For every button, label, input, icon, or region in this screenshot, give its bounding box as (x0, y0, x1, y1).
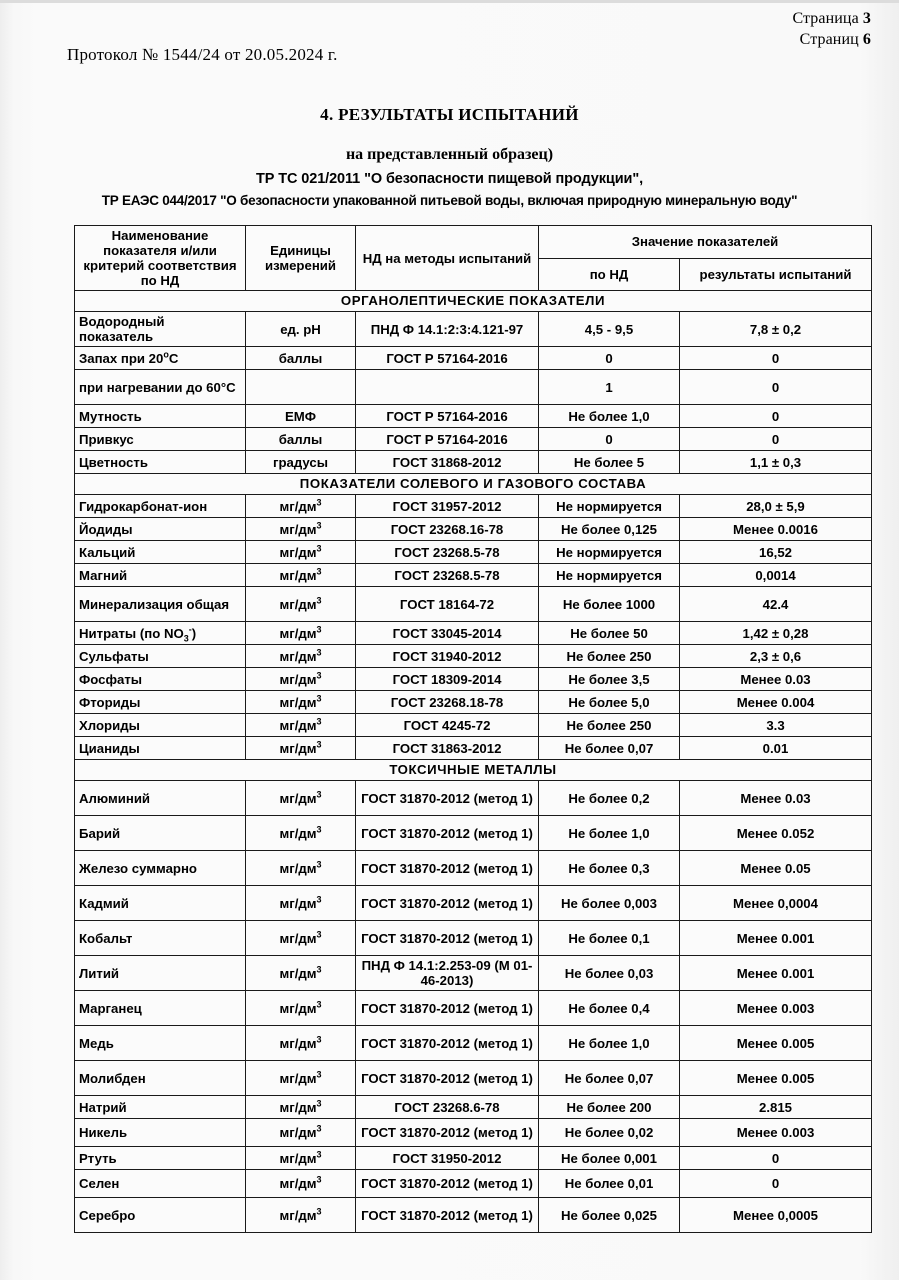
cell-indicator-name: Цианиды (75, 737, 246, 760)
col-header-norm: по НД (539, 258, 680, 291)
cell-result-value: 0 (680, 347, 872, 370)
cell-unit: $мг/дм^3$ (246, 564, 356, 587)
cell-method (356, 370, 539, 405)
results-table (74, 225, 872, 1233)
cell-norm-value: Не более 1,0 (539, 405, 680, 428)
cell-method: ГОСТ Р 57164-2016 (356, 347, 539, 370)
cell-indicator-name: Медь (75, 1026, 246, 1061)
cell-unit: $мг/дм^3$ (246, 587, 356, 622)
cell-norm-value: Не более 1,0 (539, 1026, 680, 1061)
table-row (75, 886, 872, 921)
cell-indicator-name: Алюминий (75, 781, 246, 816)
results-section-title: 4. РЕЗУЛЬТАТЫ ИСПЫТАНИЙ (320, 105, 579, 124)
cell-indicator-name: Привкус (75, 428, 246, 451)
cell-unit: $мг/дм^3$ (246, 622, 356, 645)
cell-method: ГОСТ 18309-2014 (356, 668, 539, 691)
pages-total: 6 (862, 31, 871, 48)
cell-norm-value: Не более 1,0 (539, 816, 680, 851)
pages-total-line (792, 29, 871, 50)
cell-result-value: 16,52 (680, 541, 872, 564)
cell-indicator-name: Марганец (75, 991, 246, 1026)
cell-indicator-name: Магний (75, 564, 246, 587)
cell-method: ГОСТ 31870-2012 (метод 1) (356, 1198, 539, 1233)
cell-unit: $мг/дм^3$ (246, 921, 356, 956)
cell-indicator-name: Нитраты (по $NO_3^-$) (75, 622, 246, 645)
cell-norm-value: Не более 0,025 (539, 1198, 680, 1233)
cell-indicator-name: Натрий (75, 1096, 246, 1119)
page-label: Страница (792, 10, 859, 27)
table-row (75, 1198, 872, 1233)
cell-indicator-name: Фториды (75, 691, 246, 714)
cell-norm-value: Не нормируется (539, 495, 680, 518)
table-row (75, 956, 872, 991)
cell-result-value: Менее 0.001 (680, 956, 872, 991)
cell-norm-value: Не более 5 (539, 451, 680, 474)
section-header-row (75, 760, 872, 781)
cell-norm-value: 1 (539, 370, 680, 405)
cell-result-value: 0 (680, 1170, 872, 1198)
cell-method: ГОСТ 31863-2012 (356, 737, 539, 760)
cell-method: ПНД Ф 14.1:2:3:4.121-97 (356, 312, 539, 347)
cell-unit: баллы (246, 347, 356, 370)
cell-indicator-name: Гидрокарбонат-ион (75, 495, 246, 518)
cell-method: ГОСТ Р 57164-2016 (356, 405, 539, 428)
cell-result-value: 2,3 ± 0,6 (680, 645, 872, 668)
cell-norm-value: Не более 50 (539, 622, 680, 645)
section-header-label: ОРГАНОЛЕПТИЧЕСКИЕ ПОКАЗАТЕЛИ (75, 291, 872, 312)
cell-unit: $мг/дм^3$ (246, 541, 356, 564)
page-counter (792, 8, 871, 50)
cell-norm-value: Не нормируется (539, 541, 680, 564)
section-header-row (75, 474, 872, 495)
cell-result-value: 0 (680, 370, 872, 405)
cell-method: ГОСТ 31870-2012 (метод 1) (356, 781, 539, 816)
cell-method: ГОСТ 31870-2012 (метод 1) (356, 1119, 539, 1147)
cell-method: ГОСТ 31950-2012 (356, 1147, 539, 1170)
cell-method: ГОСТ 4245-72 (356, 714, 539, 737)
section-header-label: ТОКСИЧНЫЕ МЕТАЛЛЫ (75, 760, 872, 781)
cell-result-value: Менее 0.05 (680, 851, 872, 886)
table-row (75, 1026, 872, 1061)
table-row (75, 518, 872, 541)
cell-norm-value: Не более 0,01 (539, 1170, 680, 1198)
cell-indicator-name: Кальций (75, 541, 246, 564)
table-row (75, 451, 872, 474)
cell-indicator-name: Селен (75, 1170, 246, 1198)
table-row (75, 495, 872, 518)
cell-unit: $мг/дм^3$ (246, 1119, 356, 1147)
table-row (75, 781, 872, 816)
cell-result-value: Менее 0.003 (680, 1119, 872, 1147)
table-row (75, 405, 872, 428)
table-row (75, 691, 872, 714)
cell-method: ГОСТ 31870-2012 (метод 1) (356, 1026, 539, 1061)
table-row (75, 645, 872, 668)
table-row (75, 991, 872, 1026)
cell-norm-value: 4,5 - 9,5 (539, 312, 680, 347)
cell-unit: $мг/дм^3$ (246, 816, 356, 851)
cell-norm-value: Не более 0,001 (539, 1147, 680, 1170)
cell-norm-value: Не более 1000 (539, 587, 680, 622)
cell-indicator-name: Ртуть (75, 1147, 246, 1170)
cell-method: ГОСТ 33045-2014 (356, 622, 539, 645)
cell-result-value: 0 (680, 428, 872, 451)
cell-norm-value: Не более 3,5 (539, 668, 680, 691)
cell-indicator-name: Молибден (75, 1061, 246, 1096)
cell-unit: $мг/дм^3$ (246, 737, 356, 760)
cell-result-value: 28,0 ± 5,9 (680, 495, 872, 518)
cell-indicator-name: Сульфаты (75, 645, 246, 668)
cell-unit: ЕМФ (246, 405, 356, 428)
cell-indicator-name: при нагревании до 60°C (75, 370, 246, 405)
cell-norm-value: Не нормируется (539, 564, 680, 587)
cell-indicator-name: Йодиды (75, 518, 246, 541)
cell-method: ГОСТ 31870-2012 (метод 1) (356, 816, 539, 851)
section-header-row (75, 291, 872, 312)
cell-norm-value: 0 (539, 347, 680, 370)
cell-indicator-name: Литий (75, 956, 246, 991)
cell-result-value: 1,42 ± 0,28 (680, 622, 872, 645)
cell-unit: $мг/дм^3$ (246, 645, 356, 668)
cell-method: ПНД Ф 14.1:2.253-09 (М 01-46-2013) (356, 956, 539, 991)
sample-subtitle: на представленный образец) (345, 146, 554, 163)
cell-method: ГОСТ 23268.16-78 (356, 518, 539, 541)
cell-method: ГОСТ 23268.5-78 (356, 564, 539, 587)
table-row (75, 714, 872, 737)
col-header-indicator-name: Наименование показателя и/или критерий соответствия по НД (75, 226, 246, 291)
table-row (75, 1061, 872, 1096)
cell-method: ГОСТ 23268.5-78 (356, 541, 539, 564)
cell-norm-value: Не более 0,4 (539, 991, 680, 1026)
cell-norm-value: Не более 250 (539, 645, 680, 668)
page-number: 3 (862, 10, 871, 27)
cell-method: ГОСТ 31870-2012 (метод 1) (356, 886, 539, 921)
cell-result-value: Менее 0.052 (680, 816, 872, 851)
table-row (75, 1170, 872, 1198)
cell-method: ГОСТ 23268.6-78 (356, 1096, 539, 1119)
col-header-method: НД на методы испытаний (356, 226, 539, 291)
header-row-top (75, 226, 872, 259)
table-row (75, 370, 872, 405)
cell-unit: $мг/дм^3$ (246, 1198, 356, 1233)
cell-indicator-name: Фосфаты (75, 668, 246, 691)
cell-norm-value: Не более 5,0 (539, 691, 680, 714)
cell-result-value: 42.4 (680, 587, 872, 622)
table-row (75, 1147, 872, 1170)
cell-method: ГОСТ 18164-72 (356, 587, 539, 622)
cell-result-value: Менее 0.005 (680, 1061, 872, 1096)
cell-method: ГОСТ 31868-2012 (356, 451, 539, 474)
cell-norm-value: Не более 0,07 (539, 1061, 680, 1096)
table-row (75, 737, 872, 760)
page-number-line (792, 8, 871, 29)
table-row (75, 541, 872, 564)
cell-unit: $мг/дм^3$ (246, 691, 356, 714)
cell-norm-value: 0 (539, 428, 680, 451)
cell-result-value: 1,1 ± 0,3 (680, 451, 872, 474)
cell-result-value: Менее 0.03 (680, 781, 872, 816)
pages-label: Страниц (799, 31, 859, 48)
cell-method: ГОСТ 31940-2012 (356, 645, 539, 668)
cell-unit: $мг/дм^3$ (246, 1170, 356, 1198)
cell-method: ГОСТ 31870-2012 (метод 1) (356, 851, 539, 886)
cell-norm-value: Не более 0,125 (539, 518, 680, 541)
cell-method: ГОСТ 23268.18-78 (356, 691, 539, 714)
cell-unit: $мг/дм^3$ (246, 668, 356, 691)
table-head (75, 226, 872, 291)
section-titles (0, 105, 899, 208)
cell-method: ГОСТ Р 57164-2016 (356, 428, 539, 451)
col-header-values-group: Значение показателей (539, 226, 872, 259)
table-row (75, 851, 872, 886)
cell-unit: $мг/дм^3$ (246, 851, 356, 886)
cell-result-value: Менее 0,0004 (680, 886, 872, 921)
page-top-edge (0, 0, 899, 3)
table-body (75, 291, 872, 1233)
cell-norm-value: Не более 0,07 (539, 737, 680, 760)
cell-result-value: 3.3 (680, 714, 872, 737)
cell-result-value: 0,0014 (680, 564, 872, 587)
cell-unit: $мг/дм^3$ (246, 886, 356, 921)
protocol-reference: Протокол № 1544/24 от 20.05.2024 г. (67, 45, 338, 64)
cell-norm-value: Не более 200 (539, 1096, 680, 1119)
cell-unit: $мг/дм^3$ (246, 714, 356, 737)
cell-indicator-name: Запах при $20^оC$ (75, 347, 246, 370)
cell-result-value: 0.01 (680, 737, 872, 760)
table-row (75, 564, 872, 587)
cell-indicator-name: Водородный показатель (75, 312, 246, 347)
cell-unit: $мг/дм^3$ (246, 1061, 356, 1096)
col-header-units: Единицы измерений (246, 226, 356, 291)
cell-norm-value: Не более 0,1 (539, 921, 680, 956)
cell-method: ГОСТ 31870-2012 (метод 1) (356, 1061, 539, 1096)
cell-result-value: 2.815 (680, 1096, 872, 1119)
cell-indicator-name: Серебро (75, 1198, 246, 1233)
table-row (75, 668, 872, 691)
cell-result-value: Менее 0.03 (680, 668, 872, 691)
table-row (75, 921, 872, 956)
results-table-wrapper (74, 225, 871, 1233)
cell-unit: $мг/дм^3$ (246, 495, 356, 518)
cell-unit: $мг/дм^3$ (246, 781, 356, 816)
cell-method: ГОСТ 31870-2012 (метод 1) (356, 921, 539, 956)
cell-norm-value: Не более 0,3 (539, 851, 680, 886)
table-row (75, 347, 872, 370)
cell-unit (246, 370, 356, 405)
col-header-result: результаты испытаний (680, 258, 872, 291)
cell-method: ГОСТ 31870-2012 (метод 1) (356, 991, 539, 1026)
cell-indicator-name: Минерализация общая (75, 587, 246, 622)
section-header-label: ПОКАЗАТЕЛИ СОЛЕВОГО И ГАЗОВОГО СОСТАВА (75, 474, 872, 495)
table-row (75, 1119, 872, 1147)
cell-unit: ед. pH (246, 312, 356, 347)
cell-unit: градусы (246, 451, 356, 474)
cell-method: ГОСТ 31957-2012 (356, 495, 539, 518)
cell-norm-value: Не более 0,2 (539, 781, 680, 816)
cell-indicator-name: Мутность (75, 405, 246, 428)
cell-indicator-name: Кобальт (75, 921, 246, 956)
cell-unit: баллы (246, 428, 356, 451)
table-row (75, 428, 872, 451)
cell-result-value: Менее 0.005 (680, 1026, 872, 1061)
cell-unit: $мг/дм^3$ (246, 1147, 356, 1170)
cell-norm-value: Не более 250 (539, 714, 680, 737)
cell-indicator-name: Цветность (75, 451, 246, 474)
cell-result-value: Менее 0.001 (680, 921, 872, 956)
cell-result-value: Менее 0.004 (680, 691, 872, 714)
cell-result-value: 0 (680, 405, 872, 428)
cell-unit: $мг/дм^3$ (246, 518, 356, 541)
cell-unit: $мг/дм^3$ (246, 991, 356, 1026)
cell-result-value: 7,8 ± 0,2 (680, 312, 872, 347)
cell-result-value: Менее 0.0016 (680, 518, 872, 541)
table-row (75, 1096, 872, 1119)
table-row (75, 587, 872, 622)
table-row (75, 816, 872, 851)
cell-norm-value: Не более 0,03 (539, 956, 680, 991)
cell-method: ГОСТ 31870-2012 (метод 1) (356, 1170, 539, 1198)
regulation-tr-ts: ТР ТС 021/2011 "О безопасности пищевой продукции", (255, 171, 644, 187)
regulation-tr-eaes: ТР ЕАЭС 044/2017 "О безопасности упакованной питьевой воды, включая природную минеральную воду" (101, 193, 798, 208)
cell-unit: $мг/дм^3$ (246, 956, 356, 991)
cell-indicator-name: Кадмий (75, 886, 246, 921)
cell-indicator-name: Барий (75, 816, 246, 851)
table-row (75, 622, 872, 645)
cell-result-value: Менее 0.003 (680, 991, 872, 1026)
cell-indicator-name: Хлориды (75, 714, 246, 737)
cell-result-value: Менее 0,0005 (680, 1198, 872, 1233)
cell-indicator-name: Железо суммарно (75, 851, 246, 886)
cell-unit: $мг/дм^3$ (246, 1026, 356, 1061)
cell-norm-value: Не более 0,003 (539, 886, 680, 921)
table-row (75, 312, 872, 347)
cell-unit: $мг/дм^3$ (246, 1096, 356, 1119)
cell-result-value: 0 (680, 1147, 872, 1170)
cell-indicator-name: Никель (75, 1119, 246, 1147)
cell-norm-value: Не более 0,02 (539, 1119, 680, 1147)
